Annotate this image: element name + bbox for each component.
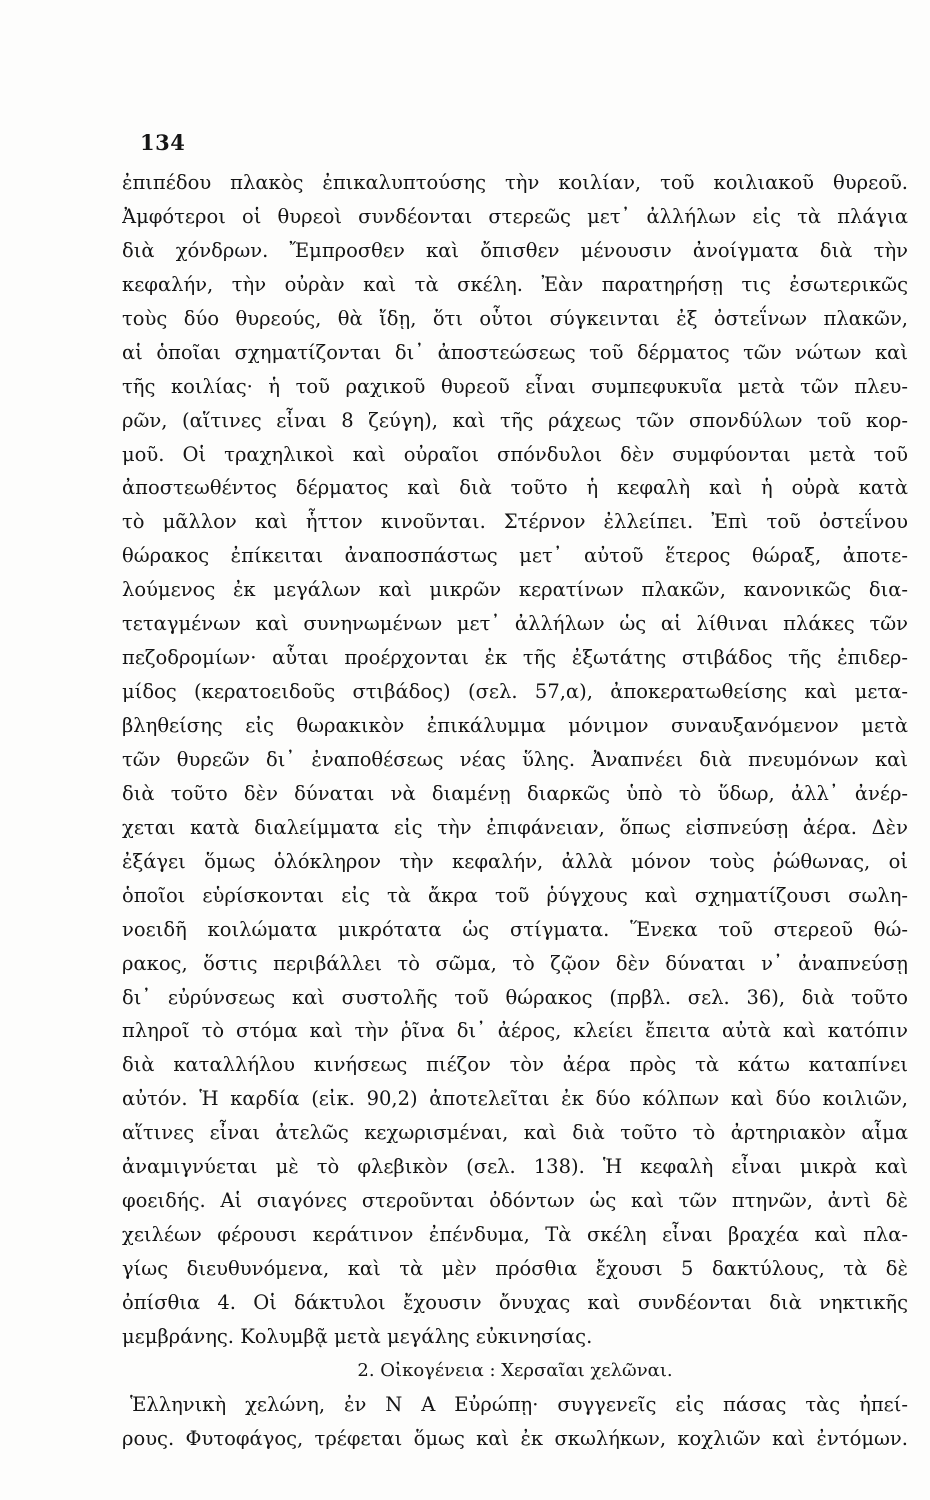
text-line: θώρακος ἐπίκειται ἀναποσπάστως μετ᾽ αὐτοῦ ἕτερος θώραξ, ἀποτε-	[122, 544, 908, 568]
text-line: χεται κατὰ διαλείμματα εἰς τὴν ἐπιφάνειαν, ὅπως εἰσπνεύσῃ ἀέρα. Δὲν	[122, 815, 908, 839]
text-line: βληθείσης εἰς θωρακικὸν ἐπικάλυμμα μόνιμον συναυξανόμενον μετὰ	[122, 714, 908, 737]
text-line: ὁποῖοι εὑρίσκονται εἰς τὰ ἄκρα τοῦ ῥύγχους καὶ σχηματίζουσι σωλη-	[122, 883, 908, 907]
text-line: Ἀμφότεροι οἱ θυρεοὶ συνδέονται στερεῶς μετ᾽ ἀλλήλων εἰς τὰ πλάγια	[122, 204, 908, 228]
text-line: πληροῖ τὸ στόμα καὶ τὴν ῥῖνα δι᾽ ἀέρος, κλείει ἔπειτα αὐτὰ καὶ κατόπιν	[122, 1019, 908, 1043]
text-line: πεζοδρομίων· αὗται προέρχονται ἐκ τῆς ἐξωτάτης στιβάδος τῆς ἐπιδερ-	[122, 646, 908, 670]
text-line: ἐξάγει ὅμως ὁλόκληρον τὴν κεφαλήν, ἀλλὰ μόνον τοὺς ῥώθωνας, οἱ	[122, 849, 908, 873]
text-line: αἱ ὁποῖαι σχηματίζονται δι᾽ ἀποστεώσεως τοῦ δέρματος τῶν νώτων καὶ	[122, 340, 908, 364]
section-subheading: 2. Οἰκογένεια : Χερσαῖαι χελῶναι.	[357, 1359, 673, 1381]
text-line: ρακος, ὅστις περιβάλλει τὸ σῶμα, τὸ ζῷον δὲν δύναται ν᾽ ἀναπνεύσῃ	[122, 951, 908, 975]
text-line: ἐπιπέδου πλακὸς ἐπικαλυπτούσης τὴν κοιλίαν, τοῦ κοιλιακοῦ θυρεοῦ.	[122, 171, 908, 194]
text-line: Ἑλληνικὴ χελώνη, ἐν Ν Α Εὐρώπῃ· συγγενεῖς εἰς πάσας τὰς ἠπεί-	[130, 1392, 908, 1416]
text-line: τῶν θυρεῶν δι᾽ ἐναποθέσεως νέας ὕλης. Ἀναπνέει διὰ πνευμόνων καὶ	[122, 747, 908, 771]
text-line: τεταγμένων καὶ συνηνωμένων μετ᾽ ἀλλήλων ὡς αἱ λίθιναι πλάκες τῶν	[122, 612, 908, 636]
text-line: τοὺς δύο θυρεούς, θὰ ἴδῃ, ὅτι οὗτοι σύγκεινται ἐξ ὀστεΐνων πλακῶν,	[122, 306, 908, 330]
text-line: χειλέων φέρουσι κεράτινον ἐπένδυμα, Τὰ σκέλη εἶναι βραχέα καὶ πλα-	[122, 1223, 908, 1247]
text-line: γίως διευθυνόμενα, καὶ τὰ μὲν πρόσθια ἔχουσι 5 δακτύλους, τὰ δὲ	[122, 1257, 908, 1280]
text-line: μίδος (κερατοειδοῦς στιβάδος) (σελ. 57,α), ἀποκερατωθείσης καὶ μετα-	[122, 680, 908, 704]
text-line: ρους. Φυτοφάγος, τρέφεται ὅμως καὶ ἐκ σκωλήκων, κοχλιῶν καὶ ἐντόμων.	[122, 1426, 908, 1450]
text-line: φοειδής. Αἱ σιαγόνες στεροῦνται ὀδόντων ὡς καὶ τῶν πτηνῶν, ἀντὶ δὲ	[122, 1189, 908, 1213]
text-line: μεμβράνης. Κολυμβᾷ μετὰ μεγάλης εὐκινησίας.	[122, 1324, 593, 1348]
text-line: κεφαλήν, τὴν οὐρὰν καὶ τὰ σκέλη. Ἐὰν παρατηρήσῃ τις ἐσωτερικῶς	[122, 272, 908, 296]
page-number: 134	[140, 130, 186, 155]
text-line: ὀπίσθια 4. Οἱ δάκτυλοι ἔχουσιν ὄνυχας καὶ συνδέονται διὰ νηκτικῆς	[122, 1290, 908, 1314]
text-line: αὐτόν. Ἡ καρδία (εἰκ. 90,2) ἀποτελεῖται ἐκ δύο κόλπων καὶ δύο κοιλιῶν,	[122, 1087, 908, 1111]
text-line: δι᾽ εὐρύνσεως καὶ συστολῆς τοῦ θώρακος (πρβλ. σελ. 36), διὰ τοῦτο	[122, 985, 908, 1009]
text-line: ρῶν, (αἵτινες εἶναι 8 ζεύγη), καὶ τῆς ράχεως τῶν σπονδύλων τοῦ κορ-	[122, 408, 908, 432]
text-line: λούμενος ἐκ μεγάλων καὶ μικρῶν κερατίνων πλακῶν, κανονικῶς δια-	[122, 578, 908, 602]
text-line: αἵτινες εἶναι ἀτελῶς κεχωρισμέναι, καὶ διὰ τοῦτο τὸ ἀρτηριακὸν αἷμα	[122, 1121, 908, 1145]
text-line: διὰ καταλλήλου κινήσεως πιέζον τὸν ἀέρα πρὸς τὰ κάτω καταπίνει	[122, 1053, 908, 1077]
text-line: νοειδῆ κοιλώματα μικρότατα ὡς στίγματα. Ἕνεκα τοῦ στερεοῦ θώ-	[122, 917, 908, 941]
text-line: ἀποστεωθέντος δέρματος καὶ διὰ τοῦτο ἡ κεφαλὴ καὶ ἡ οὐρὰ κατὰ	[122, 476, 908, 500]
text-line: ἀναμιγνύεται μὲ τὸ φλεβικὸν (σελ. 138). Ἡ κεφαλὴ εἶναι μικρὰ καὶ	[122, 1155, 908, 1179]
body-text	[122, 166, 908, 1456]
text-line: τὸ μᾶλλον καὶ ἧττον κινοῦνται. Στέρνον ἐλλείπει. Ἐπὶ τοῦ ὀστεΐνου	[122, 510, 908, 534]
text-line: διὰ χόνδρων. Ἔμπροσθεν καὶ ὄπισθεν μένουσιν ἀνοίγματα διὰ τὴν	[122, 238, 908, 262]
text-line: μοῦ. Οἱ τραχηλικοὶ καὶ οὐραῖοι σπόνδυλοι δὲν συμφύονται μετὰ τοῦ	[122, 442, 908, 466]
text-line: τῆς κοιλίας· ἡ τοῦ ραχικοῦ θυρεοῦ εἶναι συμπεφυκυῖα μετὰ τῶν πλευ-	[122, 374, 908, 398]
text-line: διὰ τοῦτο δὲν δύναται νὰ διαμένῃ διαρκῶς ὑπὸ τὸ ὕδωρ, ἀλλ᾽ ἀνέρ-	[122, 781, 908, 805]
